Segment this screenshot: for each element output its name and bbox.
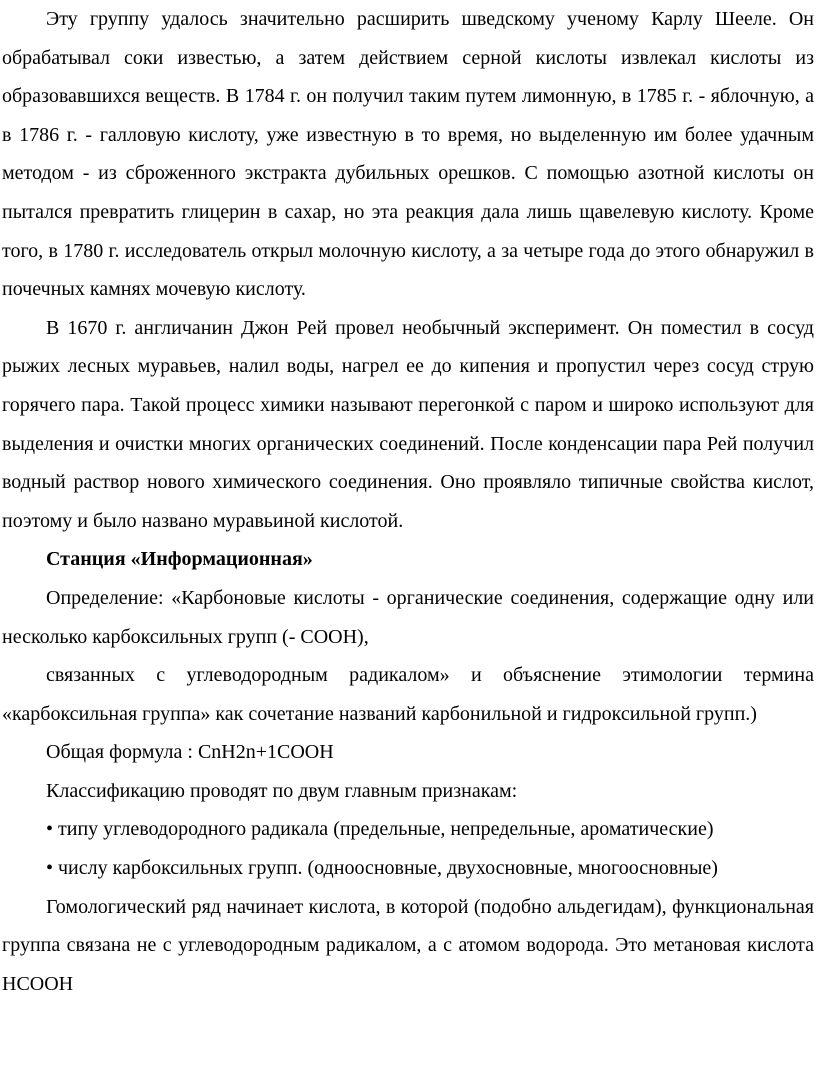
bullet-carboxyl-count: • числу карбоксильных групп. (одноосновные, двухосновные, многоосновные) [46, 857, 718, 880]
paragraph-definition: Определение: «Карбоновые кислоты - органические соединения, содержащие одну или несколько карбоксильных групп (- СООН), [2, 586, 814, 648]
document-body [2, 0, 814, 1003]
paragraph-ray: В 1670 г. англичанин Джон Рей провел необычный эксперимент. Он поместил в сосуд рыжих лесных муравьев, налил воды, нагрел ее до кипения и пропустил через сосуд струю горячего пара. Такой процесс химики называют перегонкой с паром и широко используют для выделения и очистки многих органических соединений. После конденсации пара Рей получил водный раствор нового химического соединения. Оно проявляло типичные свойства кислот, поэтому и было названо муравьиной кислотой. [2, 316, 814, 532]
paragraph-homologous-series: Гомологический ряд начинает кислота, в которой (подобно альдегидам), функциональная группа связана не с углеводородным радикалом, а с атомом водорода. Это метановая кислота HCOOH [2, 895, 814, 995]
general-formula: Общая формула : CnH2n+1COOH [46, 741, 334, 764]
classification-intro: Классификацию проводят по двум главным признакам: [46, 779, 518, 802]
paragraph-scheele: Эту группу удалось значительно расширить шведскому ученому Карлу Шееле. Он обрабатывал соки известью, а затем действием серной кислоты извлекал кислоты из образовавшихся веществ. В 1784 г. он получил таким путем лимонную, в 1785 г. - яблочную, а в 1786 г. - галловую кислоту, уже известную в то время, но выделенную им более удачным методом - из сброженного экстракта дубильных орешков. С помощью азотной кислоты он пытался превратить глицерин в сахар, но эта реакция дала лишь щавелевую кислоту. Кроме того, в 1780 г. исследователь открыл молочную кислоту, а за четыре года до этого обнаружил в почечных камнях мочевую кислоту. [2, 8, 814, 301]
bullet-radical-type: • типу углеводородного радикала (предельные, непредельные, ароматические) [46, 818, 714, 841]
paragraph-etymology: связанных с углеводородным радикалом» и объяснение этимологии термина «карбоксильная группа» как сочетание названий карбонильной и гидроксильной групп.) [2, 664, 814, 725]
station-heading: Станция «Информационная» [46, 548, 313, 571]
